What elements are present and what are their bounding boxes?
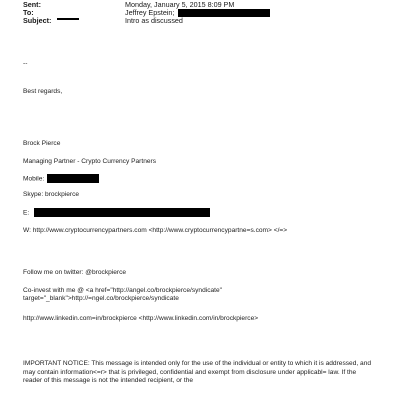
linkedin-line: http://www.linkedin.com=in/brockpierce <http://www.linkedin.com/in/brockpierce> [23, 315, 259, 322]
subject-label: Subject: [23, 16, 118, 25]
mobile-line [23, 174, 99, 183]
sender-name: Brock Pierce [23, 140, 61, 147]
sent-value: Monday, January 5, 2015 8:09 PM [125, 0, 235, 9]
sender-title: Managing Partner - Crypto Currency Partners [23, 158, 157, 165]
sent-label: Sent: [23, 0, 41, 9]
email-line [23, 208, 210, 217]
subject-row [23, 16, 383, 25]
coinvest-line-1: Co-invest with me @ <a href="http://angel.co/brockpierce/syndicate" [23, 287, 223, 294]
to-label: To: [23, 8, 34, 17]
to-recipient: Jeffrey Epstein; [125, 8, 175, 17]
skype-line: Skype: brockpierce [23, 191, 80, 198]
coinvest-line-2: target="_blank">http://=ngel.co/brockpierce/syndicate [23, 295, 179, 302]
mobile-label: Mobile: [23, 175, 45, 183]
confidentiality-notice: IMPORTANT NOTICE: This message is intended only for the use of the individual or entity to which it is addressed, and may contain information<=r> that is privileged, confidential and exempt from disclosure under applicabl= law. If the reader of this message is not the intended recipient, or the [23, 360, 372, 385]
twitter-line: Follow me on twitter: @brockpierce [23, 269, 127, 276]
email-label: E: [23, 209, 30, 217]
redaction-bar [47, 174, 99, 183]
closing-text: Best regards, [23, 88, 63, 95]
signature-dash: -- [23, 60, 28, 67]
redaction-bar [57, 18, 79, 20]
redaction-bar [34, 208, 210, 217]
website-line: W: http://www.cryptocurrencypartners.com <http://www.cryptocurrencypartne=s.com> </=> [23, 227, 288, 234]
subject-value: Intro as discussed [125, 16, 183, 25]
